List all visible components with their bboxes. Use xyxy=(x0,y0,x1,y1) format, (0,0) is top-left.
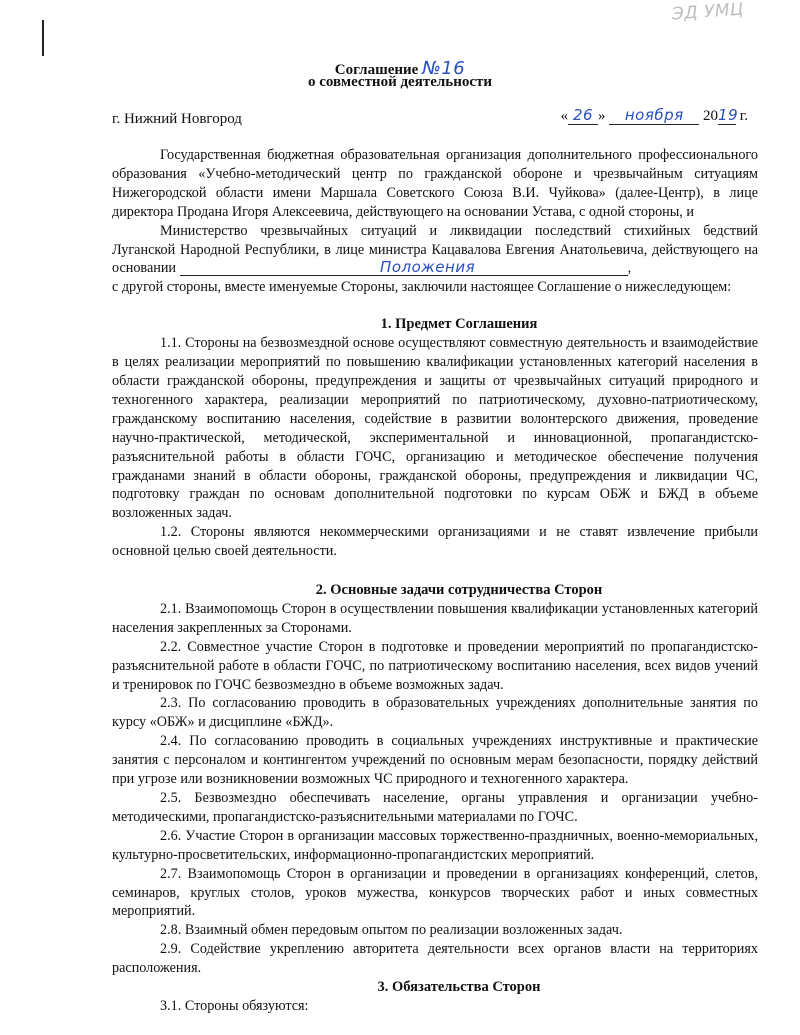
clause-2-9: 2.9. Содействие укреплению авторитета деятельности всех органов власти на территориях расположения. xyxy=(112,941,758,977)
clause-2-3: 2.3. По согласованию проводить в образовательных учреждениях дополнительные занятия по курсу «ОБЖ» и дисциплине «БЖД». xyxy=(112,695,758,731)
clause-3-1: 3.1. Стороны обязуются: xyxy=(160,997,309,1014)
clause-2-2: 2.2. Совместное участие Сторон в подготовке и проведении мероприятий по пропагандистско-разъяснительной работе в области ГОЧС, по патриотическому воспитанию населения, всех видов учений и тренировок по ГОЧС безвозмездно в объеме возможных задач. xyxy=(112,638,758,693)
margin-pen-mark xyxy=(42,20,44,56)
basis-field xyxy=(180,260,628,276)
intro-party-2-text: Министерство чрезвычайных ситуаций и ликвидации последствий стихийных бедствий Луганской Народной Республики, в лице министра Кацавалова Евгения Анатольевича, действующего на основании xyxy=(112,222,758,277)
date-month-field xyxy=(609,108,699,125)
title-text: Соглашение xyxy=(334,62,419,78)
clause-2-5: 2.5. Безвозмездно обеспечивать население, органы управления и организации учебно-методическими, пропагандистско-разъяснительными материалами по ГОЧС. xyxy=(112,790,758,825)
section-1-heading: 1. Предмет Соглашения xyxy=(380,316,538,333)
date-line xyxy=(561,108,748,125)
clause-2-1: 2.1. Взаимопомощь Сторон в осуществлении повышения квалификации установленных категорий населения закрепленных за Сторонами. xyxy=(112,600,758,636)
date-year-prefix: 20 xyxy=(703,108,719,124)
basis-comma: , xyxy=(627,260,632,277)
intro-conclusion: с другой стороны, вместе именуемые Стороны, заключили настоящее Соглашение о нижеследующем: xyxy=(112,279,732,296)
basis-hw: Положения xyxy=(380,258,476,277)
date-month-hw: ноября xyxy=(624,106,684,124)
clause-2-4: 2.4. По согласованию проводить в социальных учреждениях инструктивные и практические занятия с персоналом и контингентом учреждений по основным мерам безопасности, порядку действий при угрозе или возникновении возможных ЧС природного и техногенного характера. xyxy=(112,733,758,788)
clause-2-8: 2.8. Взаимный обмен передовым опытом по реализации возложенных задач. xyxy=(160,922,623,939)
date-close-quote: » xyxy=(598,108,606,124)
date-day-field xyxy=(568,108,598,125)
clause-1-2: 1.2. Стороны являются некоммерческими организациями и не ставят извлечение прибыли основной целью своей деятельности. xyxy=(112,524,758,560)
clause-2-7: 2.7. Взаимопомощь Сторон в организации и проведении в организациях конференций, слетов, семинаров, круглых столов, уроков мужества, конкурсов творческих работ и иных совместных мероприятий. xyxy=(112,865,758,920)
date-day-hw: 26 xyxy=(572,106,594,124)
handwritten-number: №16 xyxy=(422,58,466,79)
document-subtitle: о совместной деятельности xyxy=(307,74,493,90)
date-year-hw: 19 xyxy=(718,106,739,124)
date-open-quote: « xyxy=(560,108,569,124)
document-body xyxy=(112,146,758,1016)
clause-2-6: 2.6. Участие Сторон в организации массовых торжественно-праздничных, военно-мемориальных, культурно-просветительских, информационно-пропагандистских мероприятий. xyxy=(112,827,758,863)
intro-party-1: Государственная бюджетная образовательная организация дополнительного профессионального образования «Учебно-методический центр по гражданской обороне и чрезвычайным ситуациям Нижегородской области имени Маршала Советского Союза В.И. Чуйкова» (далее-Центр), в лице директора Продана Игоря Алексеевича, действующего на основании Устава, с одной стороны, и xyxy=(112,147,758,220)
section-3-heading: 3. Обязательства Сторон xyxy=(377,979,541,996)
date-year-suffix: г. xyxy=(739,108,748,124)
clause-1-1: 1.1. Стороны на безвозмездной основе осуществляют совместную деятельность и взаимодействие в целях реализации мероприятий по повышению квалификации установленных категорий населения в области гражданской обороны, предупреждения и защиты от чрезвычайных ситуаций природного и техногенного характера, реализации мероприятий по патриотическому, духовно-патриотическому, гражданскому воспитанию населения, содействие в развитии волонтерского движения, проведение научно-практической, методической, экспериментальной и инновационной, пропагандистско-разъяснительной работы в области ГОЧС, организацию и методическое обеспечение получения гражданами знаний в области обороны, гражданской обороны, предупреждения и ликвидации ЧС, подготовку граждан по основам дополнительной подготовки по курсам ОБЖ и БЖД в объеме возложенных задач. xyxy=(112,335,758,522)
date-year-field xyxy=(718,106,739,125)
corner-handwritten-note: ЭД УМЦ xyxy=(671,0,745,25)
city-line: г. Нижний Новгород xyxy=(112,111,242,127)
intro-party-2 xyxy=(112,222,758,279)
section-2-heading: 2. Основные задачи сотрудничества Сторон xyxy=(315,582,603,599)
